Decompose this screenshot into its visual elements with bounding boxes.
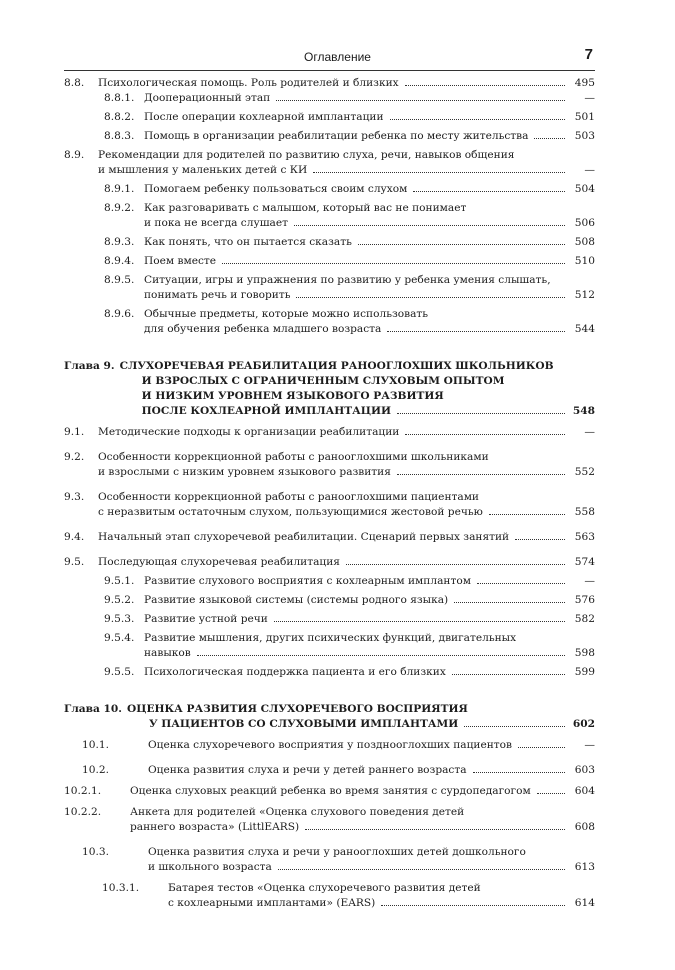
toc-entry-number: 9.5.2.: [104, 594, 135, 606]
toc-entry: [64, 574, 595, 589]
toc-page-number: 552: [574, 466, 595, 478]
running-header-title: Оглавление: [304, 50, 371, 64]
toc-entry: [64, 805, 595, 835]
toc-entry-title: СЛУХОРЕЧЕВАЯ РЕАБИЛИТАЦИЯ РАНООГЛОХШИХ ШКОЛЬНИКОВ: [119, 360, 554, 372]
toc-page-number: —: [584, 575, 595, 587]
toc-page-number: 602: [572, 718, 595, 730]
toc-entry-number: Глава 9.: [64, 360, 115, 372]
toc-entry-title: Оценка слуховых реакций ребенка во время занятия с сурдопедагогом: [130, 785, 531, 797]
dot-leader: [387, 331, 565, 332]
toc-page-number: —: [584, 426, 595, 438]
toc-entry-number: 10.3.1.: [102, 882, 140, 894]
toc-entry-title: Анкета для родителей «Оценка слухового поведения детей: [130, 806, 465, 818]
toc-entry-title: раннего возраста» (LittlEARS): [130, 821, 300, 833]
dot-leader: [464, 726, 565, 727]
toc-entry-number: 8.8.: [64, 77, 85, 89]
toc-page-number: 613: [574, 861, 595, 873]
toc-entry-title: ПОСЛЕ КОХЛЕАРНОЙ ИМПЛАНТАЦИИ: [141, 405, 391, 417]
dot-leader: [276, 100, 565, 101]
toc-entry-title: Развитие мышления, других психических функций, двигательных: [144, 632, 517, 644]
toc-entry: [64, 784, 595, 799]
toc-entry: [64, 425, 595, 440]
toc-entry: [64, 631, 595, 661]
dot-leader: [294, 225, 565, 226]
toc-entry-title: После операции кохлеарной имплантации: [144, 111, 384, 123]
toc-entry-title: Помогаем ребенку пользоваться своим слухом: [144, 183, 408, 195]
toc-entry-number: 10.3.: [82, 846, 109, 858]
toc-entry: [64, 612, 595, 627]
toc-entry-number: 8.9.: [64, 149, 85, 161]
page-number: 7: [584, 46, 593, 63]
toc-page-number: 508: [574, 236, 595, 248]
dot-leader: [405, 434, 565, 435]
dot-leader: [358, 244, 565, 245]
toc-entry-number: 9.5.1.: [104, 575, 135, 587]
toc-entry-number: 8.9.6.: [104, 308, 135, 320]
dot-leader: [346, 564, 565, 565]
toc-entry-title: с кохлеарными имплантами» (EARS): [168, 897, 376, 909]
toc-entry-number: 8.9.5.: [104, 274, 135, 286]
toc-entry-title: и пока не всегда слушает: [144, 217, 288, 229]
dot-leader: [222, 263, 565, 264]
table-of-contents: [64, 76, 595, 911]
dot-leader: [296, 297, 565, 298]
toc-entry-number: 9.5.5.: [104, 666, 135, 678]
toc-entry: [64, 593, 595, 608]
toc-entry-title: для обучения ребенка младшего возраста: [144, 323, 382, 335]
toc-entry-title: навыков: [144, 647, 191, 659]
toc-entry-number: 9.3.: [64, 491, 85, 503]
dot-leader: [313, 172, 565, 173]
toc-page-number: 603: [574, 764, 595, 776]
dot-leader: [305, 829, 565, 830]
toc-entry-title: понимать речь и говорить: [144, 289, 291, 301]
toc-entry-title: Особенности коррекционной работы с ранооглохшими школьниками: [98, 451, 489, 463]
dot-leader: [452, 674, 565, 675]
toc-entry: [64, 530, 595, 545]
chapter-entry: [64, 702, 595, 732]
toc-page-number: 574: [574, 556, 595, 568]
toc-entry-number: Глава 10.: [64, 703, 122, 715]
toc-entry: [64, 148, 595, 178]
toc-entry-number: 8.9.1.: [104, 183, 135, 195]
toc-entry-title: Поем вместе: [144, 255, 217, 267]
toc-entry: [64, 738, 595, 753]
toc-entry: [64, 201, 595, 231]
toc-page-number: 576: [574, 594, 595, 606]
toc-entry-title: Психологическая помощь. Роль родителей и близких: [98, 77, 399, 89]
toc-entry-number: 8.8.2.: [104, 111, 135, 123]
dot-leader: [397, 474, 565, 475]
dot-leader: [413, 191, 565, 192]
toc-entry-number: 9.1.: [64, 426, 85, 438]
toc-entry-title: Последующая слухоречевая реабилитация: [98, 556, 340, 568]
toc-entry-title: У ПАЦИЕНТОВ СО СЛУХОВЫМИ ИМПЛАНТАМИ: [149, 718, 459, 730]
dot-leader: [515, 539, 565, 540]
toc-entry-title: Методические подходы к организации реабилитации: [98, 426, 400, 438]
toc-entry-title: Развитие слухового восприятия с кохлеарным имплантом: [144, 575, 471, 587]
dot-leader: [381, 905, 565, 906]
toc-entry: [64, 490, 595, 520]
dot-leader: [489, 514, 565, 515]
toc-entry: [64, 254, 595, 269]
dot-leader: [197, 655, 565, 656]
toc-entry: [64, 235, 595, 250]
toc-entry: [64, 182, 595, 197]
toc-entry-title: и взрослыми с низким уровнем языкового развития: [98, 466, 391, 478]
toc-entry-title: Оценка слухоречевого восприятия у позднооглохших пациентов: [148, 739, 512, 751]
toc-entry: [64, 307, 595, 337]
header-rule: [64, 70, 595, 71]
toc-page-number: 510: [574, 255, 595, 267]
toc-page-number: 598: [574, 647, 595, 659]
toc-entry-number: 10.2.2.: [64, 806, 102, 818]
toc-entry-title: Оценка развития слуха и речи у детей раннего возраста: [148, 764, 467, 776]
dot-leader: [477, 583, 565, 584]
toc-entry-title: Развитие языковой системы (системы родного языка): [144, 594, 449, 606]
toc-page-number: 604: [574, 785, 595, 797]
toc-page-number: 558: [574, 506, 595, 518]
toc-entry-title: с неразвитым остаточным слухом, пользующимися жестовой речью: [98, 506, 483, 518]
toc-entry-number: 10.2.: [82, 764, 109, 776]
toc-entry: [64, 845, 595, 875]
toc-entry-title: и школьного возраста: [148, 861, 272, 873]
toc-entry-title: Как понять, что он пытается сказать: [144, 236, 352, 248]
toc-entry: [64, 273, 595, 303]
toc-entry-title: и мышления у маленьких детей с КИ: [98, 164, 308, 176]
toc-entry: [64, 555, 595, 570]
toc-entry-number: 9.4.: [64, 531, 85, 543]
toc-entry-title: Дооперационный этап: [144, 92, 271, 104]
toc-entry-title: И ВЗРОСЛЫХ С ОГРАНИЧЕННЫМ СЛУХОВЫМ ОПЫТОМ: [141, 375, 505, 387]
toc-entry-title: Батарея тестов «Оценка слухоречевого развития детей: [168, 882, 481, 894]
dot-leader: [274, 621, 565, 622]
toc-page-number: 608: [574, 821, 595, 833]
toc-entry-number: 10.1.: [82, 739, 109, 751]
toc-entry-title: Особенности коррекционной работы с ранооглохшими пациентами: [98, 491, 479, 503]
toc-entry: [64, 665, 595, 680]
running-header: [0, 46, 675, 68]
toc-entry-number: 8.8.1.: [104, 92, 135, 104]
chapter-entry: [64, 359, 595, 419]
toc-entry: [64, 76, 595, 91]
toc-page-number: 544: [574, 323, 595, 335]
toc-page-number: 512: [574, 289, 595, 301]
toc-entry-number: 9.5.: [64, 556, 85, 568]
toc-entry-number: 8.8.3.: [104, 130, 135, 142]
toc-page-number: 506: [574, 217, 595, 229]
toc-page-number: 548: [572, 405, 595, 417]
toc-entry-number: 9.2.: [64, 451, 85, 463]
toc-entry-title: Начальный этап слухоречевой реабилитации. Сценарий первых занятий: [98, 531, 510, 543]
toc-page-number: 503: [574, 130, 595, 142]
toc-entry-title: Помощь в организации реабилитации ребенка по месту жительства: [144, 130, 529, 142]
toc-page-number: —: [584, 92, 595, 104]
toc-entry: [64, 881, 595, 911]
toc-page-number: 495: [574, 77, 595, 89]
dot-leader: [518, 747, 565, 748]
toc-page-number: —: [584, 739, 595, 751]
toc-entry-title: Рекомендации для родителей по развитию слуха, речи, навыков общения: [98, 149, 515, 161]
toc-entry-title: И НИЗКИМ УРОВНЕМ ЯЗЫКОВОГО РАЗВИТИЯ: [141, 390, 444, 402]
toc-entry-number: 9.5.4.: [104, 632, 135, 644]
toc-page-number: 504: [574, 183, 595, 195]
toc-page-number: 501: [574, 111, 595, 123]
toc-entry-number: 8.9.4.: [104, 255, 135, 267]
toc-page-number: —: [584, 164, 595, 176]
toc-page-number: 563: [574, 531, 595, 543]
toc-entry-number: 8.9.3.: [104, 236, 135, 248]
toc-entry-title: Ситуации, игры и упражнения по развитию у ребенка умения слышать,: [144, 274, 551, 286]
toc-entry-number: 8.9.2.: [104, 202, 135, 214]
toc-entry-number: 10.2.1.: [64, 785, 102, 797]
toc-entry: [64, 450, 595, 480]
toc-entry-title: Оценка развития слуха и речи у ранооглохших детей дошкольного: [148, 846, 526, 858]
dot-leader: [473, 772, 565, 773]
toc-entry-title: Психологическая поддержка пациента и его близких: [144, 666, 446, 678]
toc-entry-title: Развитие устной речи: [144, 613, 268, 625]
dot-leader: [454, 602, 565, 603]
toc-entry-number: 9.5.3.: [104, 613, 135, 625]
toc-page-number: 614: [574, 897, 595, 909]
toc-entry: [64, 91, 595, 106]
dot-leader: [537, 793, 565, 794]
dot-leader: [534, 138, 565, 139]
dot-leader: [390, 119, 565, 120]
toc-entry: [64, 129, 595, 144]
toc-page-number: 582: [574, 613, 595, 625]
dot-leader: [405, 85, 565, 86]
dot-leader: [397, 413, 565, 414]
toc-entry-title: ОЦЕНКА РАЗВИТИЯ СЛУХОРЕЧЕВОГО ВОСПРИЯТИЯ: [127, 703, 468, 715]
toc-entry: [64, 110, 595, 125]
toc-entry-title: Как разговаривать с малышом, который вас не понимает: [144, 202, 467, 214]
toc-entry-title: Обычные предметы, которые можно использовать: [144, 308, 429, 320]
toc-entry: [64, 763, 595, 778]
dot-leader: [278, 869, 565, 870]
toc-page-number: 599: [574, 666, 595, 678]
